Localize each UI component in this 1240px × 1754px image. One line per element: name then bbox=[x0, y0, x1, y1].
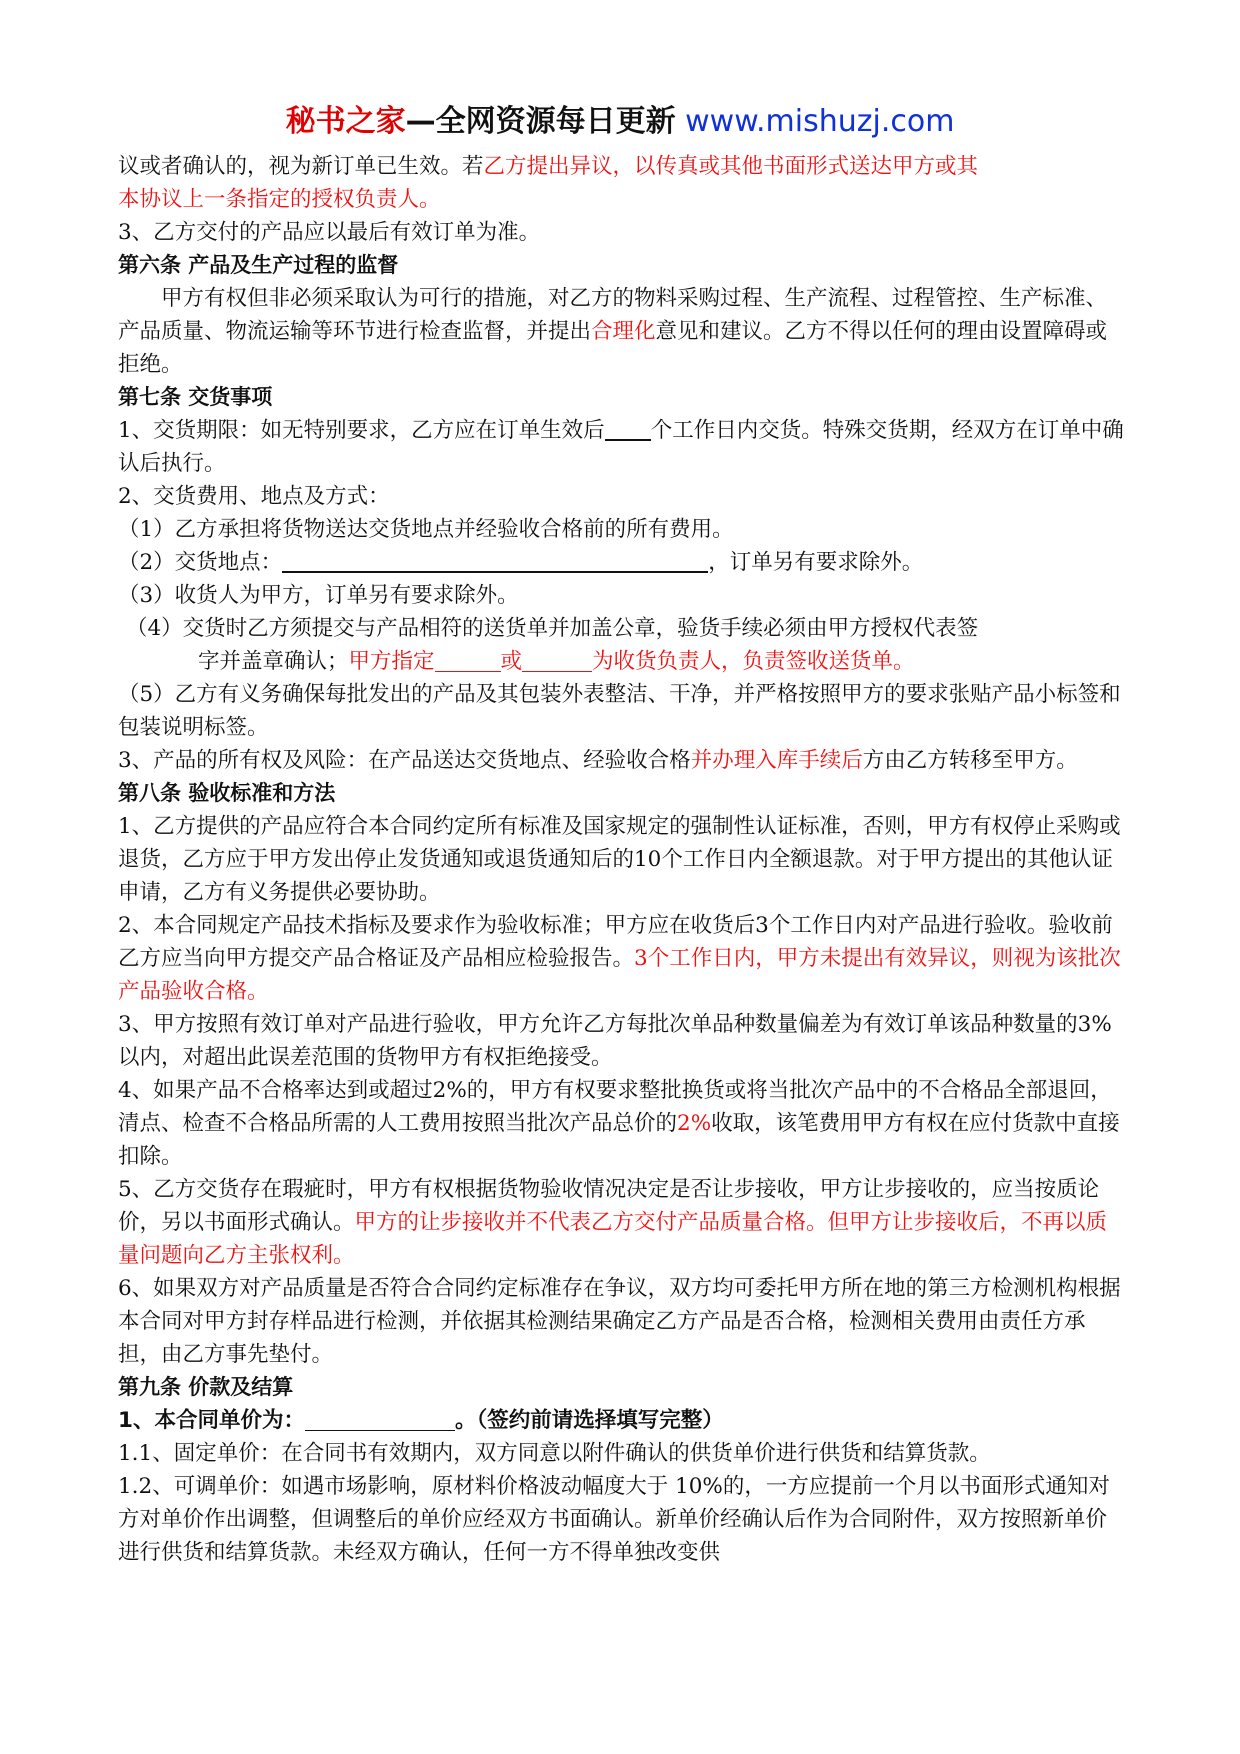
paragraph bbox=[118, 645, 1126, 678]
section-heading-8: 第八条 验收标准和方法 bbox=[118, 781, 336, 805]
paragraph: （1）乙方承担将货物送达交货地点并经验收合格前的所有费用。 bbox=[118, 517, 734, 542]
fill-in-blank[interactable] bbox=[605, 417, 651, 441]
paragraph: （5）乙方有义务确保每批发出的产品及其包装外表整洁、干净，并严格按照甲方的要求张贴产品小标签和包装说明标签。 bbox=[118, 682, 1121, 740]
fill-in-blank[interactable] bbox=[522, 649, 592, 672]
section-heading-7: 第七条 交货事项 bbox=[118, 385, 273, 409]
paragraph bbox=[118, 1404, 1126, 1437]
text: ，订单另有要求除外。 bbox=[708, 550, 924, 575]
header-brand: 秘书之家 bbox=[285, 104, 406, 139]
highlight-text: 乙方提出异议，以传真或其他书面形式送达甲方或其 bbox=[483, 154, 979, 179]
text: 议或者确认的，视为新订单已生效。若 bbox=[118, 154, 484, 179]
paragraph: （3）收货人为甲方，订单另有要求除外。 bbox=[118, 583, 519, 608]
text: 。（签约前请选择填写完整） bbox=[454, 1408, 724, 1433]
highlight-text: 甲方指定 bbox=[348, 649, 435, 674]
fill-in-blank[interactable] bbox=[305, 1408, 455, 1431]
text: 5、乙方交货存在瑕疵时，甲方有权根据货物验收情况决定是否让步接收，甲方让步接收的，应当按质论价，另以书面形式确认。 bbox=[118, 1177, 1100, 1235]
paragraph: 2、交货费用、地点及方式： bbox=[118, 484, 390, 509]
text: 方由乙方转移至甲方。 bbox=[862, 748, 1078, 773]
paragraph bbox=[118, 414, 1126, 480]
text: 2、本合同规定产品技术指标及要求作为验收标准；甲方应在收货后3个工作日内对产品进行验收。验收前乙方应当向甲方提交产品合格证及产品相应检验报告。 bbox=[118, 913, 1113, 971]
paragraph: 1.2、可调单价：如遇市场影响，原材料价格波动幅度大于 10%的，一方应提前一个月以书面形式通知对方对单价作出调整，但调整后的单价应经双方书面确认。新单价经确认后作为合同附件，双方按照新单价进行供货和结算货款。未经双方确认，任何一方不得单独改变供 bbox=[118, 1474, 1110, 1565]
paragraph bbox=[118, 744, 1126, 777]
header-url[interactable]: www.mishuzj.com bbox=[685, 104, 955, 139]
highlight-text: 或 bbox=[500, 649, 523, 674]
paragraph: 3、甲方按照有效订单对产品进行验收，甲方允许乙方每批次单品种数量偏差为有效订单该品种数量的3%以内，对超出此误差范围的货物甲方有权拒绝接受。 bbox=[118, 1012, 1112, 1070]
paragraph bbox=[118, 1173, 1126, 1272]
text: （2）交货地点： bbox=[118, 550, 283, 575]
text: 甲方有权但非必须采取认为可行的措施，对乙方的物料采购过程、生产流程、过程管控、生产标准、产品质量、物流运输等环节进行检查监督，并提出 bbox=[118, 286, 1108, 344]
paragraph: 1.1、固定单价：在合同书有效期内，双方同意以附件确认的供货单价进行供货和结算货款。 bbox=[118, 1441, 991, 1466]
fill-in-blank[interactable] bbox=[282, 549, 708, 573]
section-heading-6: 第六条 产品及生产过程的监督 bbox=[118, 253, 399, 277]
highlight-text: 2% bbox=[677, 1111, 712, 1136]
text: 4、如果产品不合格率达到或超过2%的，甲方有权要求整批换货或将当批次产品中的不合格品全部退回，清点、检查不合格品所需的人工费用按照当批次产品总价的 bbox=[118, 1078, 1112, 1136]
text: 3、产品的所有权及风险：在产品送达交货地点、经验收合格 bbox=[118, 748, 691, 773]
paragraph: 3、乙方交付的产品应以最后有效订单为准。 bbox=[118, 220, 541, 245]
text: 1、交货期限：如无特别要求，乙方应在订单生效后 bbox=[118, 418, 605, 443]
site-header bbox=[0, 102, 1240, 142]
text: 字并盖章确认； bbox=[198, 649, 349, 674]
highlight-text: 3个工作日内，甲方未提出有效异议，则视为该批次产品验收合格。 bbox=[118, 946, 1121, 1004]
paragraph: 本协议上一条指定的授权负责人。 bbox=[118, 187, 441, 212]
text: 意见和建议。乙方不得以任何的理由设置障碍或拒绝。 bbox=[118, 319, 1108, 377]
highlight-text: 甲方的让步接收并不代表乙方交付产品质量合格。但甲方让步接收后，不再以质量问题向乙方主张权利。 bbox=[118, 1210, 1108, 1268]
highlight-text: 合理化 bbox=[591, 319, 656, 344]
header-tagline: —全网资源每日更新 bbox=[405, 104, 676, 139]
highlight-text: 并办理入库手续后 bbox=[690, 748, 863, 773]
text: 收取，该笔费用甲方有权在应付货款中直接扣除。 bbox=[118, 1111, 1120, 1169]
text: 个工作日内交货。特殊交货期，经双方在订单中确认后执行。 bbox=[118, 418, 1124, 476]
paragraph bbox=[118, 909, 1126, 1008]
paragraph bbox=[118, 282, 1126, 381]
contract-body bbox=[118, 150, 1126, 1569]
paragraph: 1、乙方提供的产品应符合本合同约定所有标准及国家规定的强制性认证标准，否则，甲方有权停止采购或退货，乙方应于甲方发出停止发货通知或退货通知后的10个工作日内全额退款。对于甲方提出的其他认证申请，乙方有义务提供必要协助。 bbox=[118, 814, 1121, 905]
paragraph bbox=[118, 546, 1126, 579]
text: 1、本合同单价为： bbox=[118, 1408, 305, 1433]
paragraph: （4）交货时乙方须提交与产品相符的送货单并加盖公章，验货手续必须由甲方授权代表签 bbox=[126, 616, 979, 641]
paragraph bbox=[118, 150, 1126, 183]
section-heading-9: 第九条 价款及结算 bbox=[118, 1375, 294, 1399]
highlight-text: 为收货负责人，负责签收送货单。 bbox=[592, 649, 915, 674]
paragraph: 6、如果双方对产品质量是否符合合同约定标准存在争议，双方均可委托甲方所在地的第三方检测机构根据本合同对甲方封存样品进行检测，并依据其检测结果确定乙方产品是否合格，检测相关费用由责任方承担，由乙方事先垫付。 bbox=[118, 1276, 1121, 1367]
paragraph bbox=[118, 1074, 1126, 1173]
fill-in-blank[interactable] bbox=[435, 649, 501, 672]
